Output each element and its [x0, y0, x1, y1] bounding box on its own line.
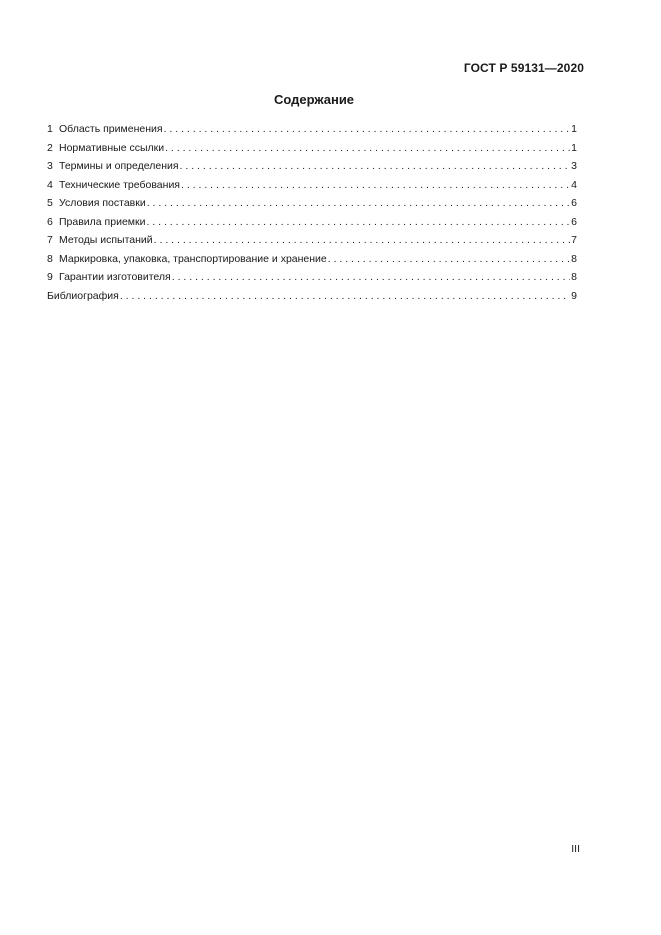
toc-entry-terms-definitions[interactable]	[47, 160, 577, 179]
toc-entry-manufacturer-warranty[interactable]	[47, 271, 577, 290]
toc-entry-title: Библиография	[47, 289, 119, 302]
toc-entry-acceptance-rules[interactable]	[47, 216, 577, 235]
toc-entry-number: 3	[47, 160, 53, 172]
toc-entry-page: 6	[571, 215, 577, 228]
toc-leader-dots	[146, 216, 570, 229]
toc-entry-title: Условия поставки	[59, 197, 146, 209]
toc-entry-page: 4	[571, 178, 577, 191]
toc-leader-dots	[164, 123, 571, 136]
toc-entry-page: 3	[571, 160, 577, 172]
toc-entry-bibliography[interactable]	[47, 290, 577, 309]
toc-entry-number: 9	[47, 271, 53, 283]
document-code: ГОСТ Р 59131—2020	[463, 61, 584, 75]
toc-entry-title: Маркировка, упаковка, транспортирование и хранение	[59, 252, 327, 265]
toc-entry-page: 6	[571, 197, 577, 209]
toc-entry-page: 8	[571, 252, 577, 265]
toc-entry-number: 5	[47, 197, 53, 209]
toc-leader-dots	[120, 290, 570, 303]
toc-leader-dots	[147, 197, 570, 210]
toc-entry-number: 4	[47, 178, 53, 191]
toc-entry-page: 7	[571, 234, 577, 246]
toc-entry-number: 7	[47, 234, 53, 246]
toc-entry-number: 6	[47, 215, 53, 228]
toc-entry-title: Гарантии изготовителя	[59, 271, 171, 283]
toc-entry-scope[interactable]	[47, 123, 577, 142]
toc-leader-dots	[328, 253, 570, 266]
toc-entry-number: 8	[47, 252, 53, 265]
toc-heading: Содержание	[273, 92, 355, 107]
toc-leader-dots	[172, 271, 570, 284]
toc-entry-title: Методы испытаний	[59, 234, 153, 246]
toc-entry-number: 2	[47, 141, 53, 154]
toc-entry-test-methods[interactable]	[47, 234, 577, 253]
toc-entry-marking-packaging[interactable]	[47, 253, 577, 272]
toc-entry-page: 1	[571, 123, 577, 135]
toc-entry-title: Нормативные ссылки	[59, 141, 165, 154]
table-of-contents	[47, 123, 577, 308]
toc-leader-dots	[180, 160, 571, 173]
toc-entry-page: 9	[571, 289, 577, 302]
toc-entry-number: 1	[47, 123, 53, 135]
toc-entry-page: 8	[571, 271, 577, 283]
toc-entry-normative-references[interactable]	[47, 142, 577, 161]
toc-entry-title: Технические требования	[59, 178, 180, 191]
toc-entry-title: Область применения	[59, 123, 163, 135]
toc-entry-page: 1	[571, 141, 577, 154]
toc-entry-title: Правила приемки	[59, 215, 146, 228]
toc-entry-title: Термины и определения	[59, 160, 179, 172]
page-number: III	[571, 843, 580, 855]
toc-leader-dots	[154, 234, 571, 247]
toc-entry-delivery-conditions[interactable]	[47, 197, 577, 216]
toc-leader-dots	[165, 142, 570, 155]
toc-leader-dots	[181, 179, 570, 192]
toc-entry-technical-requirements[interactable]	[47, 179, 577, 198]
